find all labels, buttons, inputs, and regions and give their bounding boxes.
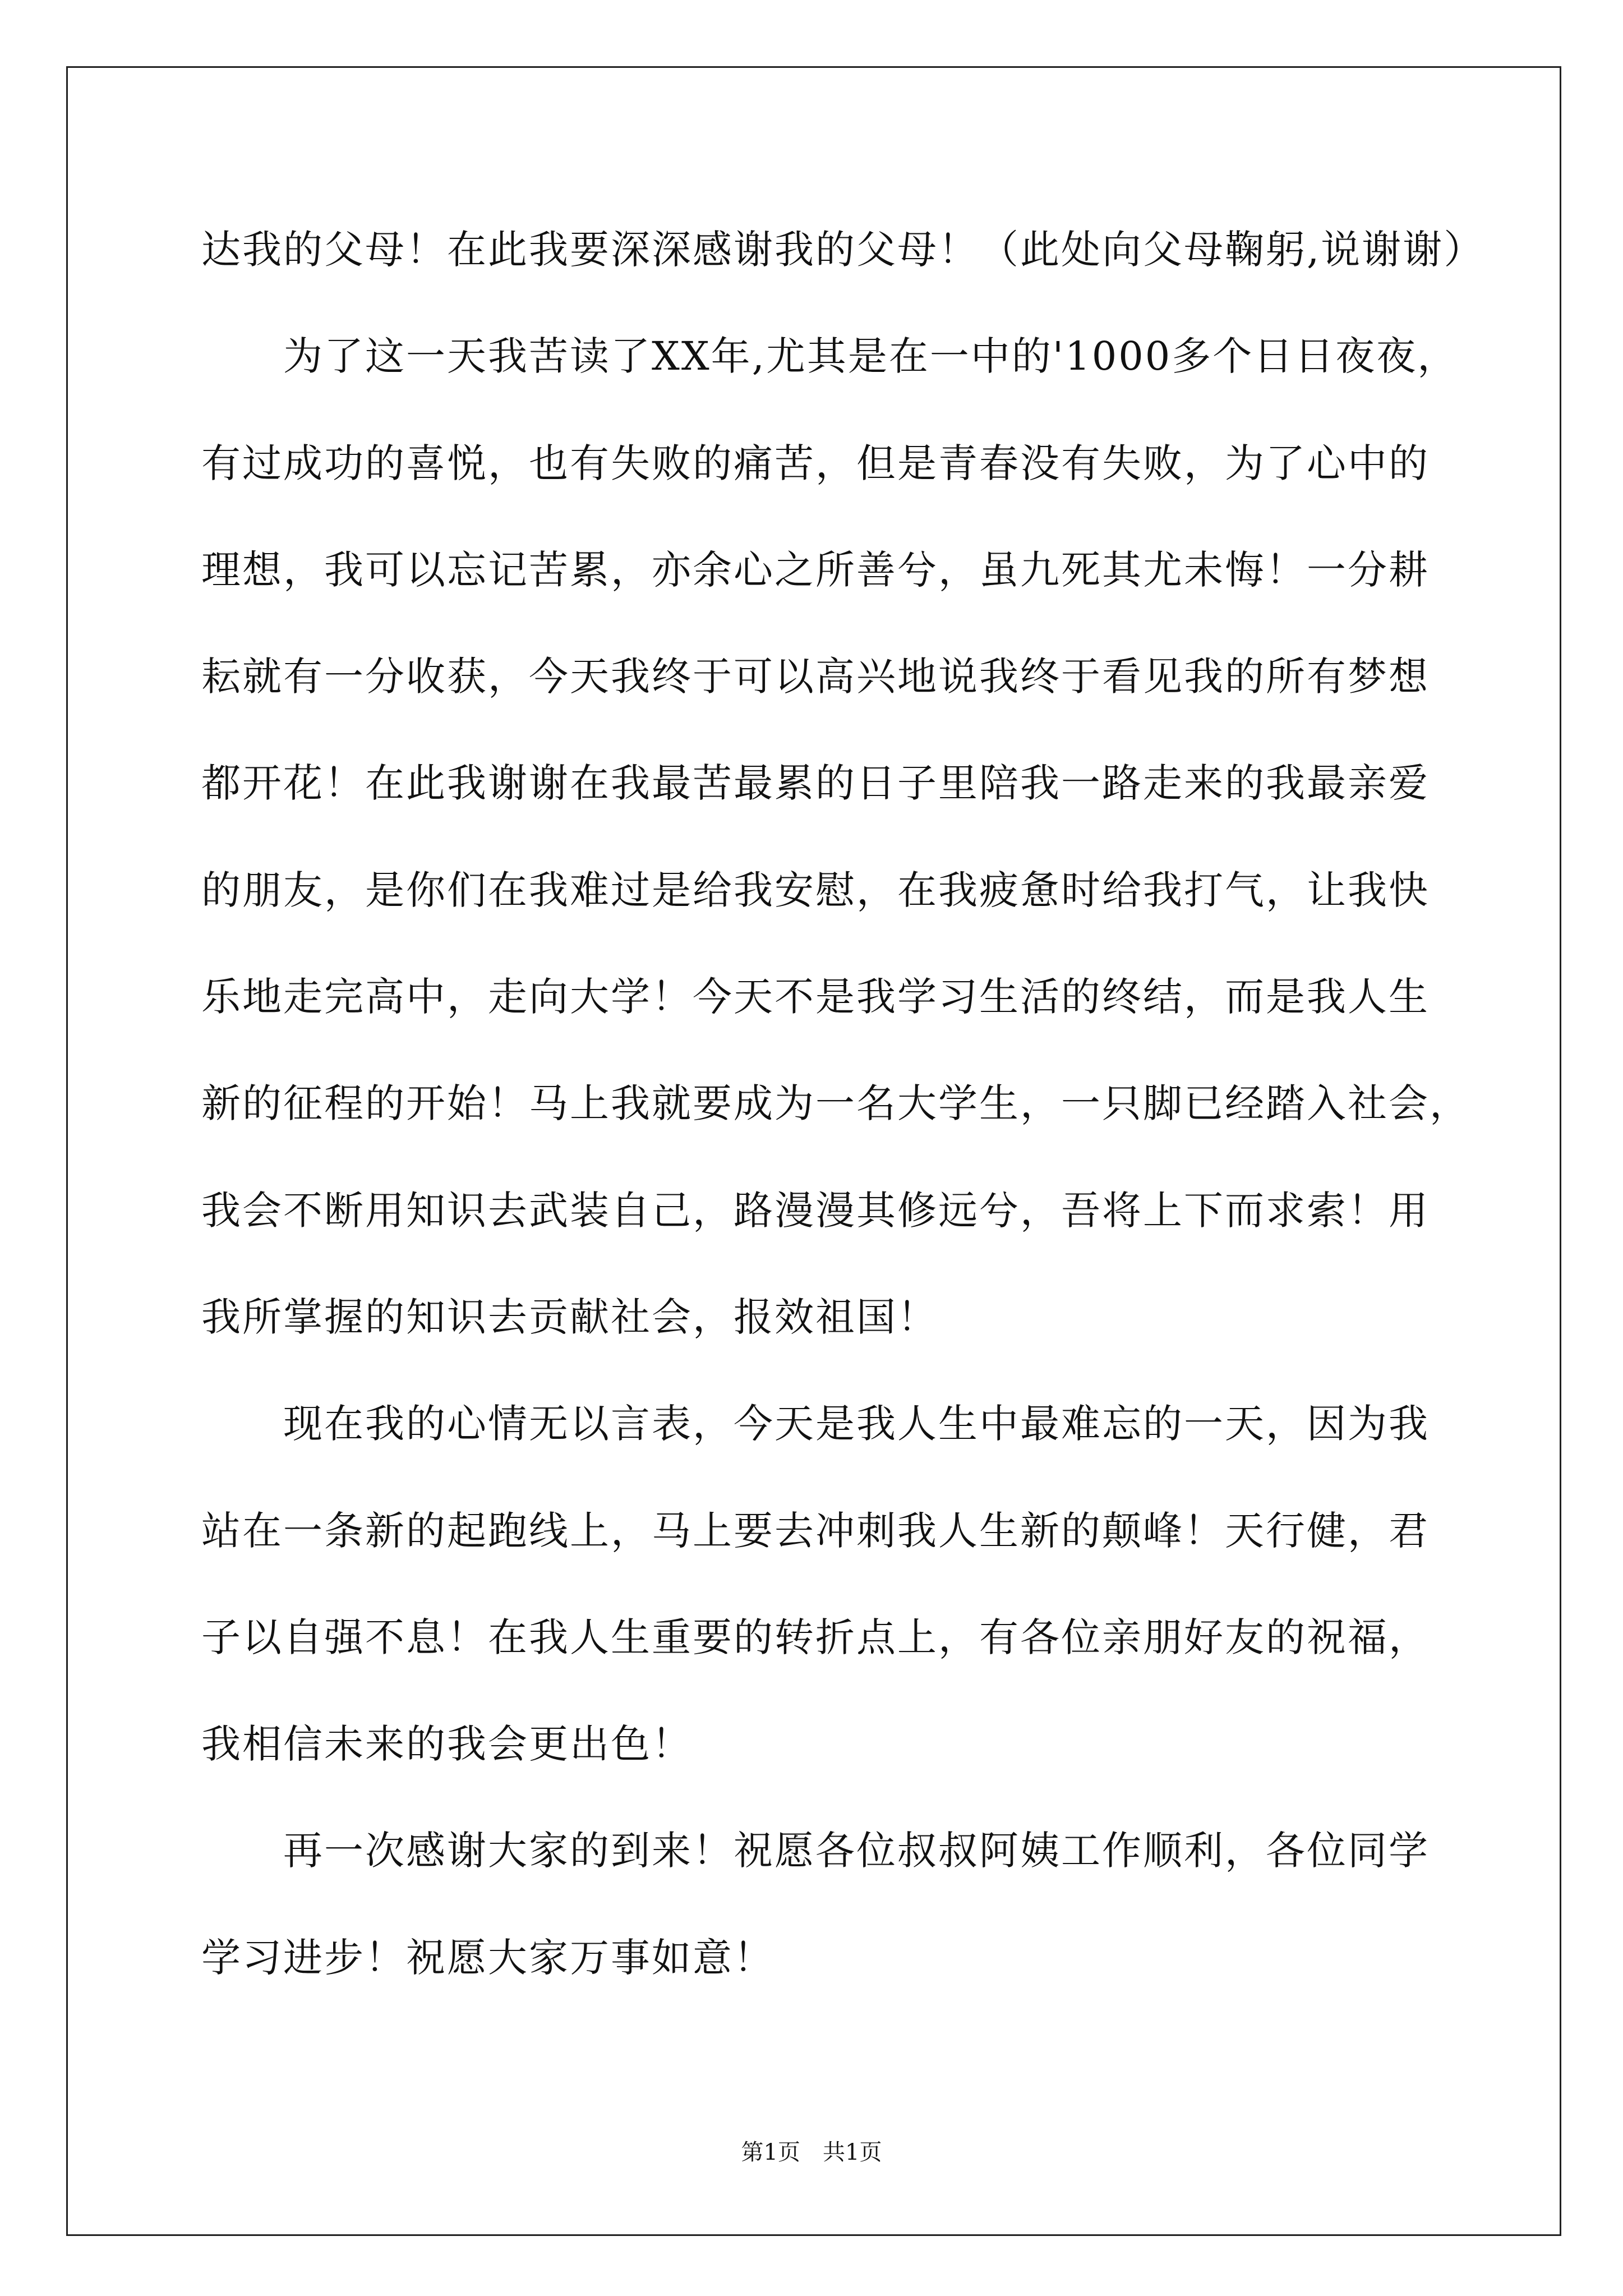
text-line: 子以自强不息！在我人生重要的转折点上，有各位亲朋好友的祝福，	[201, 1614, 1430, 1660]
text-line: 站在一条新的起跑线上，马上要去冲刺我人生新的颠峰！天行健，君	[201, 1507, 1430, 1554]
text-line: 有过成功的喜悦，也有失败的痛苦，但是青春没有失败，为了心中的	[201, 440, 1430, 486]
text-line: 现在我的心情无以言表，今天是我人生中最难忘的一天，因为我	[283, 1401, 1430, 1447]
text-line: 新的征程的开始！马上我就要成为一名大学生，一只脚已经踏入社会，	[201, 1080, 1470, 1127]
text-line: 我会不断用知识去武装自己，路漫漫其修远兮，吾将上下而求索！用	[201, 1187, 1430, 1234]
text-line: 的朋友，是你们在我难过是给我安慰，在我疲惫时给我打气，让我快	[201, 867, 1430, 913]
text-line: 学习进步！祝愿大家万事如意！	[201, 1934, 774, 1981]
text-line: 为了这一天我苦读了XX年,尤其是在一中的'1000多个日日夜夜，	[283, 333, 1459, 380]
text-line: 理想，我可以忘记苦累，亦余心之所善兮，虽九死其尤未悔！一分耕	[201, 546, 1430, 593]
text-line: 我相信未来的我会更出色！	[201, 1721, 693, 1768]
text-line: 再一次感谢大家的到来！祝愿各位叔叔阿姨工作顺利，各位同学	[283, 1828, 1430, 1874]
document-body	[201, 196, 1508, 2011]
paragraph-feelings	[201, 1370, 1508, 1797]
paragraph-closing	[201, 1797, 1508, 2011]
text-line: 都开花！在此我谢谢在我最苦最累的日子里陪我一路走来的我最亲爱	[201, 760, 1430, 807]
paragraph-continuation	[201, 196, 1508, 303]
text-line: 达我的父母！在此我要深深感谢我的父母！（此处向父母鞠躬,说谢谢）	[201, 227, 1485, 273]
text-line: 我所掌握的知识去贡献社会，报效祖国！	[201, 1294, 938, 1340]
text-line: 耘就有一分收获，今天我终于可以高兴地说我终于看见我的所有梦想	[201, 654, 1430, 700]
text-line: 乐地走完高中，走向大学！今天不是我学习生活的终结，而是我人生	[201, 974, 1430, 1020]
page-number-footer: 第1页 共1页	[741, 2139, 882, 2165]
paragraph-gratitude	[201, 303, 1508, 1370]
